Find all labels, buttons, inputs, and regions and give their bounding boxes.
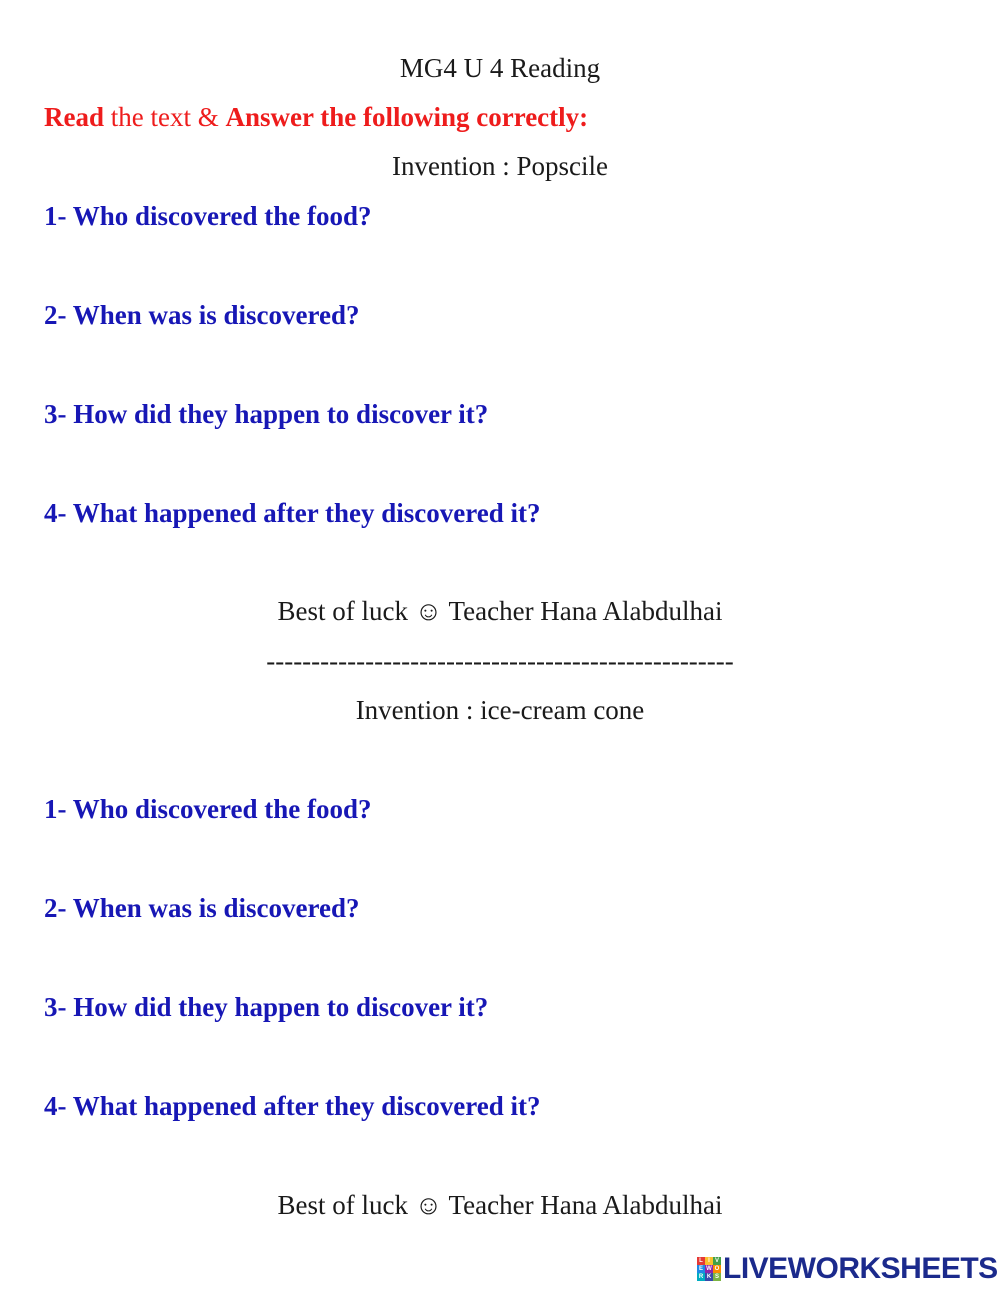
logo-icon-tile: V xyxy=(714,1258,719,1264)
instruction-read: Read xyxy=(44,102,104,132)
logo-icon-tile: S xyxy=(714,1274,719,1280)
liveworksheets-logo-icon xyxy=(697,1257,721,1281)
liveworksheets-logo[interactable] xyxy=(697,1252,998,1286)
signoff-2: Best of luck ☺ Teacher Hana Alabdulhai xyxy=(277,1190,723,1220)
signoff-1: Best of luck ☺ Teacher Hana Alabdulhai xyxy=(277,596,723,626)
logo-icon-tile: L xyxy=(697,1257,705,1265)
invention-heading-1: Invention : Popscile xyxy=(392,151,608,181)
logo-icon-tile: O xyxy=(714,1266,720,1272)
logo-icon-tile: E xyxy=(698,1266,703,1272)
question-2-section-1: 2- When was is discovered? xyxy=(44,300,360,330)
question-4-section-1: 4- What happened after they discovered it? xyxy=(44,498,541,528)
logo-icon-tile: I xyxy=(705,1257,713,1265)
worksheet-title: MG4 U 4 Reading xyxy=(399,53,601,83)
section-divider: ---------------------------------------------------- xyxy=(266,646,734,676)
question-4-section-2: 4- What happened after they discovered it? xyxy=(44,1091,541,1121)
logo-icon-tile: K xyxy=(706,1274,712,1280)
liveworksheets-logo-text: LIVEWORKSHEETS xyxy=(723,1252,998,1285)
logo-icon-tile: R xyxy=(698,1274,704,1280)
question-1-section-1: 1- Who discovered the food? xyxy=(44,201,372,231)
question-3-section-1: 3- How did they happen to discover it? xyxy=(44,399,489,429)
logo-icon-tile: W xyxy=(706,1266,712,1272)
invention-heading-2: Invention : ice-cream cone xyxy=(355,695,645,725)
instruction-line xyxy=(44,101,588,133)
instruction-text: the text & xyxy=(104,102,226,132)
instruction-answer: Answer the following correctly: xyxy=(225,102,589,132)
question-3-section-2: 3- How did they happen to discover it? xyxy=(44,992,489,1022)
question-2-section-2: 2- When was is discovered? xyxy=(44,893,360,923)
question-1-section-2: 1- Who discovered the food? xyxy=(44,794,372,824)
